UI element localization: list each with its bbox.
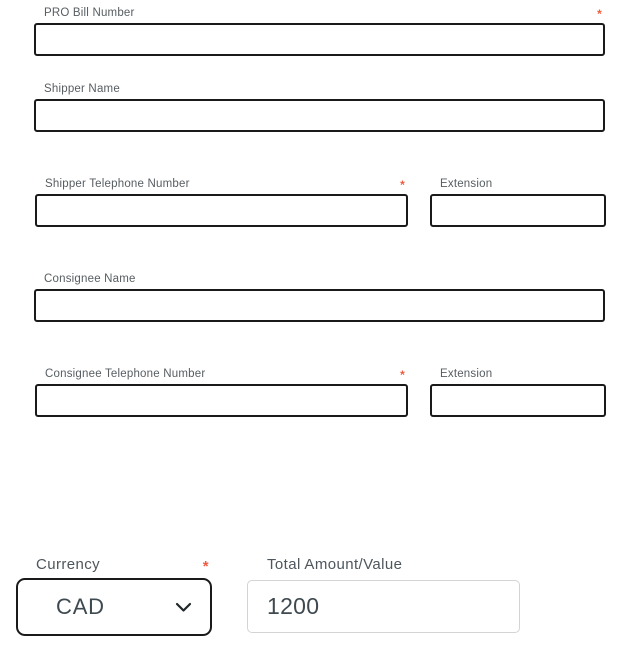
shipper-extension-input[interactable] bbox=[430, 194, 606, 227]
shipper-name-label: Shipper Name bbox=[44, 83, 120, 95]
consignee-name-input[interactable] bbox=[34, 289, 605, 322]
total-amount-input[interactable] bbox=[247, 580, 520, 633]
required-asterisk: * bbox=[597, 7, 602, 21]
pro-bill-number-label: PRO Bill Number bbox=[44, 7, 135, 19]
currency-label: Currency bbox=[36, 556, 101, 573]
chevron-down-icon bbox=[175, 602, 192, 613]
consignee-name-label-row bbox=[34, 271, 605, 285]
total-amount-label-row bbox=[247, 556, 520, 573]
currency-selected-value: CAD bbox=[56, 594, 105, 619]
pro-bill-number-label-row bbox=[34, 5, 605, 19]
consignee-telephone-label: Consignee Telephone Number bbox=[45, 368, 206, 380]
consignee-extension-label-row bbox=[430, 366, 606, 380]
required-asterisk: * bbox=[202, 558, 209, 575]
field-consignee-telephone bbox=[35, 366, 408, 417]
shipper-telephone-input[interactable] bbox=[35, 194, 408, 227]
required-asterisk: * bbox=[400, 178, 405, 192]
shipper-telephone-label: Shipper Telephone Number bbox=[45, 178, 190, 190]
field-total-amount bbox=[247, 556, 520, 633]
field-shipper-telephone bbox=[35, 176, 408, 227]
field-shipper-extension bbox=[430, 176, 606, 227]
field-consignee-name bbox=[34, 271, 605, 322]
field-consignee-extension bbox=[430, 366, 606, 417]
field-pro-bill-number bbox=[34, 5, 605, 56]
required-asterisk: * bbox=[400, 368, 405, 382]
shipper-extension-label: Extension bbox=[440, 178, 493, 190]
currency-select[interactable] bbox=[16, 578, 212, 636]
shipper-name-input[interactable] bbox=[34, 99, 605, 132]
shipper-telephone-label-row bbox=[35, 176, 408, 190]
currency-label-row bbox=[16, 556, 212, 573]
consignee-extension-input[interactable] bbox=[430, 384, 606, 417]
pro-bill-number-input[interactable] bbox=[34, 23, 605, 56]
total-amount-label: Total Amount/Value bbox=[267, 556, 403, 573]
field-currency bbox=[16, 556, 212, 636]
consignee-telephone-label-row bbox=[35, 366, 408, 380]
consignee-telephone-input[interactable] bbox=[35, 384, 408, 417]
consignee-name-label: Consignee Name bbox=[44, 273, 136, 285]
consignee-extension-label: Extension bbox=[440, 368, 493, 380]
shipper-name-label-row bbox=[34, 81, 605, 95]
shipper-extension-label-row bbox=[430, 176, 606, 190]
field-shipper-name bbox=[34, 81, 605, 132]
